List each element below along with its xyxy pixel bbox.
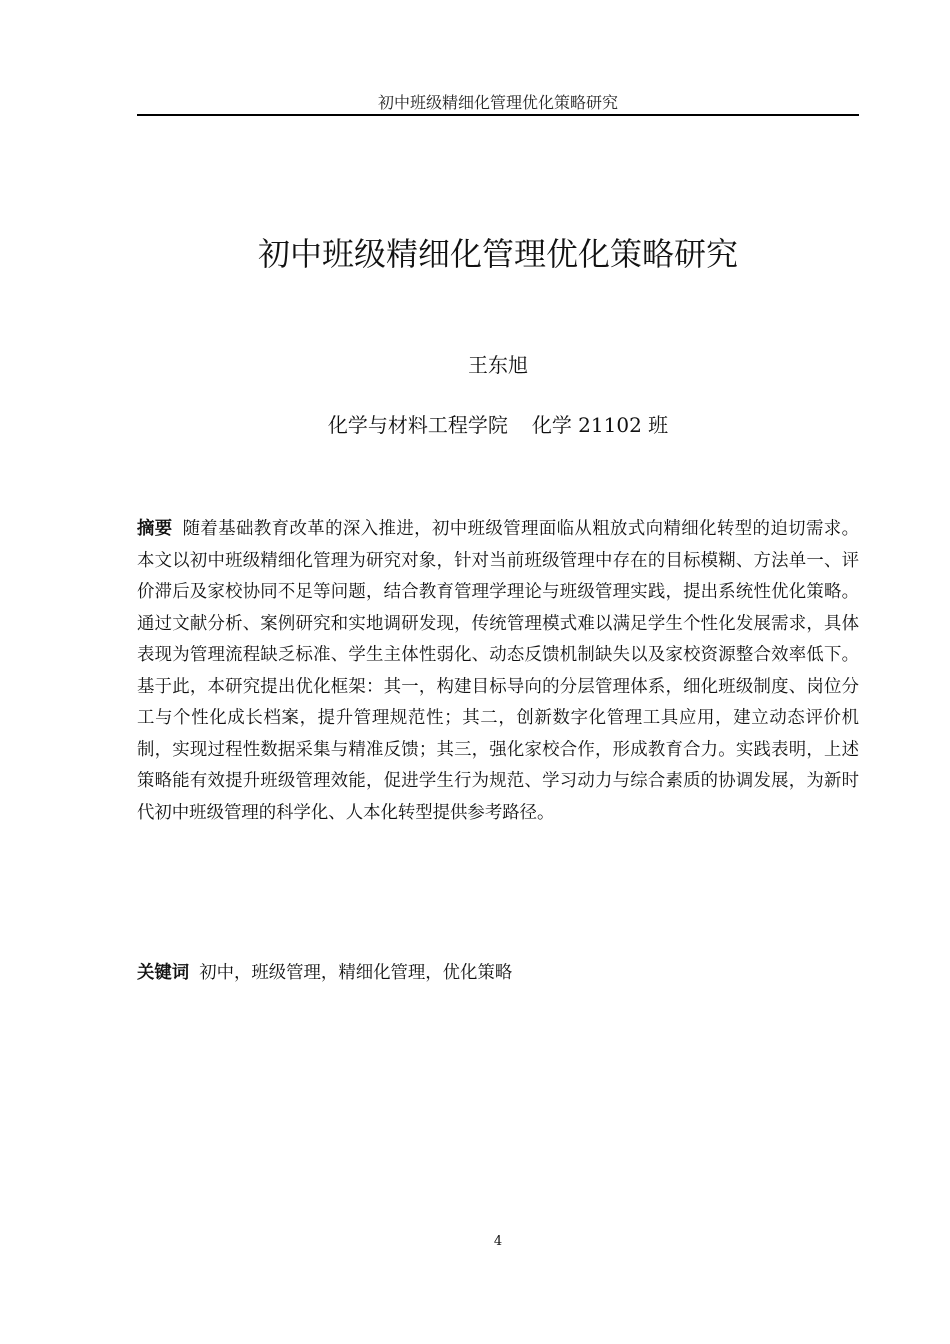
abstract-text: 随着基础教育改革的深入推进，初中班级管理面临从粗放式向精细化转型的迫切需求。本文以初中班级精细化管理为研究对象，针对当前班级管理中存在的目标模糊、方法单一、评价滞后及家校协同不足等问题，结合教育管理学理论与班级管理实践，提出系统性优化策略。通过文献分析、案例研究和实地调研发现，传统管理模式难以满足学生个性化发展需求，具体表现为管理流程缺乏标准、学生主体性弱化、动态反馈机制缺失以及家校资源整合效率低下。基于此，本研究提出优化框架：其一，构建目标导向的分层管理体系，细化班级制度、岗位分工与个性化成长档案，提升管理规范性；其二，创新数字化管理工具应用，建立动态评价机制，实现过程性数据采集与精准反馈；其三，强化家校合作，形成教育合力。实践表明，上述策略能有效提升班级管理效能，促进学生行为规范、学习动力与综合素质的协调发展，为新时代初中班级管理的科学化、人本化转型提供参考路径。 [137,519,859,823]
affiliation [137,410,859,440]
affiliation-class: 化学 21102 班 [531,413,669,437]
keywords-label: 关键词 [137,963,190,983]
abstract-label: 摘要 [137,519,173,539]
header-rule [137,114,859,116]
running-header: 初中班级精细化管理优化策略研究 [377,93,618,112]
abstract-paragraph [137,514,859,829]
affiliation-school: 化学与材料工程学院 [327,413,508,437]
author-name: 王东旭 [468,353,528,377]
document-title: 初中班级精细化管理优化策略研究 [257,235,738,274]
keywords-text: 初中，班级管理，精细化管理，优化策略 [199,963,513,983]
page-number: 4 [493,1234,503,1249]
keywords-paragraph [137,958,859,990]
